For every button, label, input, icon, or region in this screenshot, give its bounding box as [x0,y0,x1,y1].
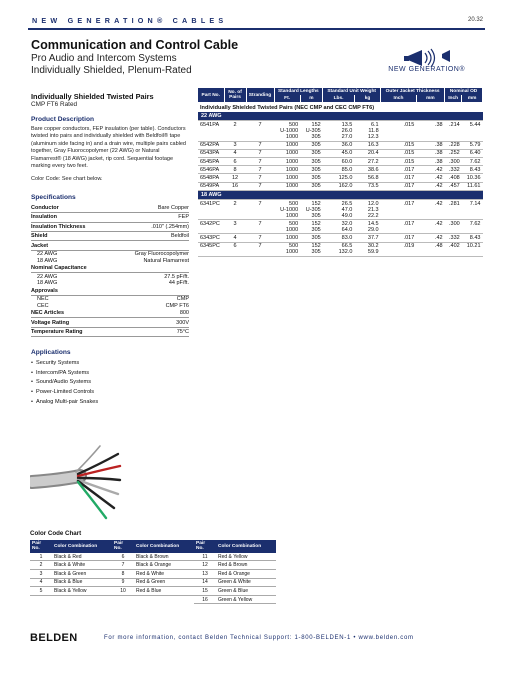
cell-od-mm: 5.44 [462,121,483,141]
page-subtitle-1: Pro Audio and Intercom Systems [31,53,177,64]
cell-length-m: 305 [300,157,323,165]
cell-part: 6541PA [198,121,224,141]
spec-value: .010" (.254mm) [111,222,189,231]
spec-group-approvals [31,286,189,295]
color-combination: Black & Orange [134,561,194,570]
spec-label: 22 AWG [37,251,58,258]
pair-number: 7 [112,561,134,570]
applications-list [31,359,189,407]
col-kg: kg [354,95,380,102]
spec-value [111,286,189,295]
color-code-row [112,553,194,561]
cell-jacket-mm: .38 [416,141,444,149]
cell-length-ft: 1000 [274,149,300,157]
spec-value: 44 pF/ft. [168,280,189,287]
table-caption: Individually Shielded Twisted Pairs (NEC CMP and CEC CMP FT6) [200,105,375,111]
pair-number: 10 [112,587,134,596]
color-combination: Red & White [134,569,194,578]
col-mm: mm [416,95,444,102]
col-part: Part No. [198,88,224,102]
color-combination: Black & Yellow [52,587,112,596]
cell-weight-lbs: 13.5 26.0 27.0 [323,121,355,141]
spec-row [31,204,189,213]
spec-row [31,213,189,222]
cell-weight-kg: 38.6 [354,166,380,174]
spec-value: 800 [111,309,189,318]
specifications-table [31,204,189,337]
spec-row [31,302,189,309]
spec-label: Nominal Capacitance [31,264,111,273]
cell-weight-lbs: 162.0 [323,182,355,190]
spec-row [31,250,189,257]
cell-length-ft: 1000 [274,174,300,182]
application-item: • Power-Limited Controls [31,388,189,398]
table-row [198,200,483,220]
cell-pairs: 4 [224,149,246,157]
color-code-row [194,553,276,561]
table-row [198,242,483,256]
cell-od-mm: 8.43 [462,234,483,242]
cell-length-m: 305 [300,182,323,190]
cell-stranding: 7 [246,149,274,157]
cell-od-in: .228 [445,141,462,149]
cell-length-m: 152 U-305 305 [300,200,323,220]
col-mm2: mm [462,95,483,102]
cell-part: 6542PA [198,141,224,149]
cell-jacket-mm: .42 [416,166,444,174]
color-combination: Red & Blue [134,587,194,596]
pair-number: 1 [30,553,52,561]
cell-length-ft: 500 1000 [274,242,300,256]
footer-contact: For more information, contact Belden Technical Support: 1-800-BELDEN-1 • www.belden.com [104,635,414,641]
spec-group-jacket [31,241,189,250]
spec-value: FEP [111,213,189,222]
color-code-table-2 [112,540,194,596]
cell-pairs: 12 [224,174,246,182]
cell-stranding: 7 [246,166,274,174]
spec-label: Temperature Rating [31,327,111,336]
color-code-row [194,569,276,578]
cell-pairs: 3 [224,220,246,234]
cell-stranding: 7 [246,242,274,256]
pair-number: 13 [194,569,216,578]
cell-length-m: 305 [300,149,323,157]
spec-label: Voltage Rating [31,318,111,327]
cell-od-mm: 7.62 [462,220,483,234]
cell-part: 6342PC [198,220,224,234]
spec-label: NEC Articles [31,309,111,318]
table-row [198,182,483,190]
application-item: • Analog Multi-pair Snakes [31,398,189,408]
cell-stranding: 7 [246,121,274,141]
cell-part: 6341PC [198,200,224,220]
col-jacket: Outer Jacket Thickness [381,88,445,95]
cell-jacket-mm: .42 [416,220,444,234]
color-code-row [194,587,276,596]
cell-weight-lbs: 125.0 [323,174,355,182]
cell-length-ft: 1000 [274,166,300,174]
table-row [198,157,483,165]
spec-row [31,318,189,327]
cell-od-mm: 10.36 [462,174,483,182]
spec-label: 18 AWG [37,257,58,264]
spec-label: Conductor [31,204,111,213]
cell-length-ft: 500 1000 [274,220,300,234]
cc-col-combo: Color Combination [216,540,276,553]
pair-number: 11 [194,553,216,561]
table-row [198,141,483,149]
cell-part: 6545PA [198,157,224,165]
cell-weight-kg: 20.4 [354,149,380,157]
cell-length-m: 305 [300,174,323,182]
cell-weight-lbs: 60.0 [323,157,355,165]
cell-part: 6543PA [198,149,224,157]
col-m: m [300,95,323,102]
cell-jacket-mm: .38 [416,157,444,165]
color-combination: Red & Yellow [216,553,276,561]
cell-length-ft: 1000 [274,141,300,149]
cell-pairs: 6 [224,157,246,165]
table-row [198,166,483,174]
table-row [198,234,483,242]
cell-jacket-mm: .38 [416,121,444,141]
cell-od-in: .252 [445,149,462,157]
spec-label: Shield [31,231,111,240]
color-combination: Green & Yellow [216,595,276,604]
cell-weight-kg: 12.0 21.3 22.2 [354,200,380,220]
col-ft: Ft. [274,95,300,102]
color-combination: Red & Orange [216,569,276,578]
spec-label: Approvals [31,286,111,295]
col-inch2: Inch [445,95,462,102]
cell-jacket-mm: .42 [416,200,444,220]
awg-group-label: 18 AWG [198,190,483,199]
col-lengths: Standard Lengths [274,88,323,95]
cell-od-in: .457 [445,182,462,190]
cell-od-in: .408 [445,174,462,182]
cell-weight-kg: 56.8 [354,174,380,182]
color-combination: Black & Red [52,553,112,561]
cell-length-m: 305 [300,234,323,242]
spec-row [31,257,189,264]
color-code-row [194,578,276,587]
cell-jacket-in: .019 [381,242,417,256]
cell-jacket-in: .017 [381,220,417,234]
cc-col-pair: Pair No. [30,540,52,553]
cell-weight-lbs: 36.0 [323,141,355,149]
page-title: Communication and Control Cable [31,38,239,52]
cell-weight-kg: 6.1 11.8 12.3 [354,121,380,141]
cell-jacket-in: .017 [381,234,417,242]
spec-label: Insulation [31,213,111,222]
color-combination: Black & Blue [52,578,112,587]
cell-jacket-in: .015 [381,157,417,165]
cell-pairs: 2 [224,200,246,220]
col-inch: Inch [381,95,417,102]
spec-value: Bare Copper [111,204,189,213]
table-row [198,174,483,182]
header-rule [28,28,485,30]
spec-value: CMP FT6 [165,302,189,309]
cell-od-mm: 6.40 [462,149,483,157]
pair-number: 2 [30,561,52,570]
spec-value [111,241,189,250]
spec-label: Jacket [31,241,111,250]
cell-stranding: 7 [246,220,274,234]
cell-length-ft: 1000 [274,234,300,242]
spec-value: Gray Fluorocopolymer [134,251,189,258]
spec-row [31,309,189,318]
cc-col-combo: Color Combination [52,540,112,553]
cell-pairs: 2 [224,121,246,141]
brand-header: NEW GENERATION® CABLES [32,16,228,25]
cell-weight-lbs: 45.0 [323,149,355,157]
cell-weight-kg: 37.7 [354,234,380,242]
color-code-table-3 [194,540,276,604]
spec-row [31,280,189,287]
pair-number: 15 [194,587,216,596]
spec-value [111,264,189,273]
color-code-row [30,587,112,596]
cell-stranding: 7 [246,174,274,182]
color-code-title: Color Code Chart [30,530,82,537]
cell-weight-kg: 73.5 [354,182,380,190]
awg-group-row [198,112,483,121]
pair-number: 16 [194,595,216,604]
cell-part: 6343PC [198,234,224,242]
cell-jacket-in: .017 [381,182,417,190]
cell-length-m: 152 305 [300,242,323,256]
color-code-row [112,578,194,587]
color-code-row [30,553,112,561]
cell-part: 6548PA [198,174,224,182]
page-subtitle-2: Individually Shielded, Plenum-Rated [31,65,192,76]
color-combination: Green & White [216,578,276,587]
pair-number: 14 [194,578,216,587]
spec-row [31,222,189,231]
cell-length-ft: 1000 [274,182,300,190]
color-code-row [194,595,276,604]
cell-jacket-mm: .42 [416,174,444,182]
cell-od-in: .402 [445,242,462,256]
pair-number: 3 [30,569,52,578]
awg-group-row [198,190,483,199]
spec-label: CEC [37,302,49,309]
product-description-title: Product Description [31,116,95,123]
cell-jacket-in: .015 [381,141,417,149]
color-code-row [112,569,194,578]
spec-value: 27.5 pF/ft. [164,273,189,280]
cell-od-mm: 8.43 [462,166,483,174]
cell-weight-lbs: 32.0 64.0 [323,220,355,234]
spec-label: NEC [37,296,49,303]
cc-col-pair: Pair No. [194,540,216,553]
logo-text: NEW GENERATION® [388,66,465,73]
col-weight: Standard Unit Weight [323,88,381,95]
pair-number: 6 [112,553,134,561]
cell-od-mm: 5.79 [462,141,483,149]
col-stranding: Stranding [246,88,274,102]
cell-od-mm: 11.61 [462,182,483,190]
application-item: • Intercom/PA Systems [31,369,189,379]
color-code-row [30,569,112,578]
application-item: • Security Systems [31,359,189,369]
belden-logo: BELDEN [30,632,78,644]
cell-jacket-in: .015 [381,149,417,157]
cell-od-in: .332 [445,166,462,174]
cell-pairs: 4 [224,234,246,242]
cell-part: 6546PA [198,166,224,174]
cell-weight-lbs: 26.5 47.0 49.0 [323,200,355,220]
cell-jacket-mm: .38 [416,149,444,157]
cell-jacket-in: .015 [381,121,417,141]
cell-weight-kg: 30.2 59.9 [354,242,380,256]
product-description: Bare copper conductors, FEP insulation (per table). Conductors twisted into pairs and individually shielded with Beldfoil® tape (aluminum side facing in) and a drain wire, multiple pairs cabled together, Gray Fluorocopolymer (22 AWG) or Natural Flamarrest® (18 AWG) jacket, rip cord. Sequential footage marking every two feet. [31,126,186,170]
cell-pairs: 3 [224,141,246,149]
cell-length-m: 152 305 [300,220,323,234]
spec-label: 18 AWG [37,280,58,287]
page-number: 20.32 [467,17,483,23]
table-row [198,149,483,157]
spec-row [31,295,189,302]
spec-group-capacitance [31,264,189,273]
cell-jacket-mm: .42 [416,234,444,242]
cell-jacket-in: .017 [381,200,417,220]
megaphone-logo-icon [378,44,468,80]
cc-col-combo: Color Combination [134,540,194,553]
spec-value: Natural Flamarrest [143,257,189,264]
cell-jacket-mm: .48 [416,242,444,256]
application-item: • Sound/Audio Systems [31,378,189,388]
cell-od-mm: 7.14 [462,200,483,220]
cell-od-in: .332 [445,234,462,242]
pair-number: 12 [194,561,216,570]
color-combination: Green & Blue [216,587,276,596]
cell-od-in: .300 [445,157,462,165]
product-rating: CMP FT6 Rated [31,101,78,108]
color-combination: Red & Brown [216,561,276,570]
spec-value: Beldfoil [111,231,189,240]
spec-value: CMP [176,296,189,303]
cell-od-in: .214 [445,121,462,141]
top-header [0,0,513,32]
product-heading: Individually Shielded Twisted Pairs [31,92,154,101]
pair-number: 5 [30,587,52,596]
table-row [198,220,483,234]
cc-col-pair: Pair No. [112,540,134,553]
cell-part: 6549PA [198,182,224,190]
cell-pairs: 6 [224,242,246,256]
spec-row [31,231,189,240]
color-code-note: Color Code: See chart below. [31,176,103,183]
cell-stranding: 7 [246,200,274,220]
awg-group-label: 22 AWG [198,112,483,121]
cell-od-mm: 10.21 [462,242,483,256]
applications-title: Applications [31,349,71,357]
cell-weight-kg: 16.3 [354,141,380,149]
cell-stranding: 7 [246,141,274,149]
table-row [198,121,483,141]
cell-pairs: 16 [224,182,246,190]
cell-length-ft: 1000 [274,157,300,165]
col-od: Nominal OD [445,88,483,95]
cell-od-mm: 7.62 [462,157,483,165]
color-combination: Black & Green [52,569,112,578]
cell-length-m: 152 U-305 305 [300,121,323,141]
color-code-row [30,578,112,587]
pair-number: 4 [30,578,52,587]
cell-od-in: .281 [445,200,462,220]
cell-jacket-in: .017 [381,174,417,182]
spec-value: 300V [111,318,189,327]
color-combination: Black & White [52,561,112,570]
spec-label: Insulation Thickness [31,222,111,231]
spec-row [31,273,189,280]
cell-weight-kg: 14.5 29.0 [354,220,380,234]
cell-weight-lbs: 83.0 [323,234,355,242]
col-lbs: Lbs. [323,95,355,102]
col-pairs: No. of Pairs [224,88,246,102]
pair-number: 9 [112,578,134,587]
color-code-row [112,587,194,596]
cell-length-m: 305 [300,166,323,174]
color-combination: Black & Brown [134,553,194,561]
spec-row [31,327,189,336]
color-code-row [112,561,194,570]
cell-weight-lbs: 85.0 [323,166,355,174]
cell-pairs: 8 [224,166,246,174]
pair-number: 8 [112,569,134,578]
cell-jacket-in: .017 [381,166,417,174]
cell-length-ft: 500 U-1000 1000 [274,200,300,220]
color-code-row [30,561,112,570]
cell-stranding: 7 [246,182,274,190]
cable-illustration-icon [30,436,122,526]
product-table [198,88,483,257]
cell-stranding: 7 [246,234,274,242]
cell-weight-kg: 27.2 [354,157,380,165]
color-combination: Red & Green [134,578,194,587]
specifications-title: Specifications [31,193,76,201]
cell-length-m: 305 [300,141,323,149]
cell-length-ft: 500 U-1000 1000 [274,121,300,141]
cell-od-in: .300 [445,220,462,234]
cell-part: 6345PC [198,242,224,256]
cell-weight-lbs: 66.5 132.0 [323,242,355,256]
color-code-table-1 [30,540,112,596]
left-column [31,92,189,407]
cell-jacket-mm: .42 [416,182,444,190]
color-code-row [194,561,276,570]
cell-stranding: 7 [246,157,274,165]
spec-label: 22 AWG [37,273,58,280]
spec-value: 75°C [111,327,189,336]
